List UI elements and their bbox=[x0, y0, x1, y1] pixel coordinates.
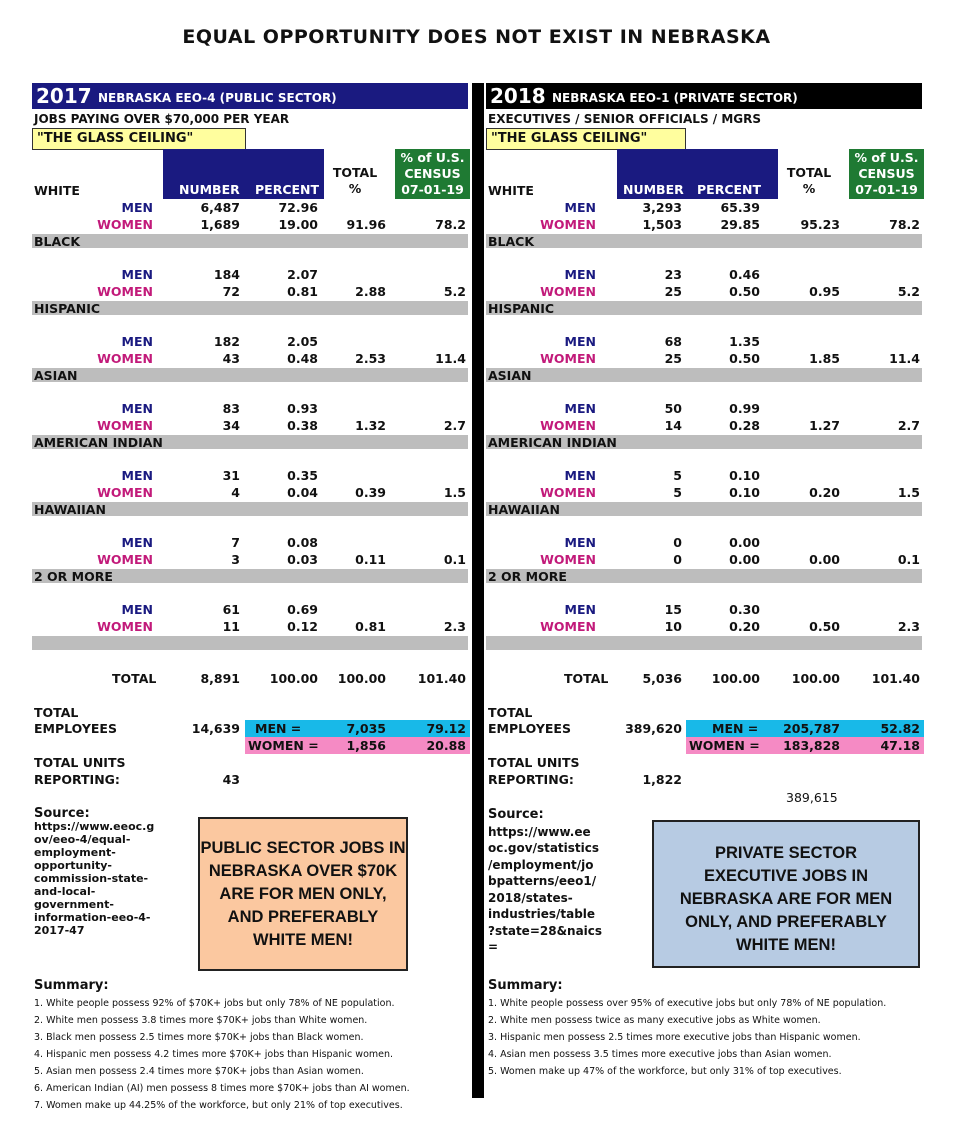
source-line: 2017-47 bbox=[34, 924, 85, 937]
women-percent: 0.50 bbox=[729, 284, 760, 299]
panel-subheading: EXECUTIVES / SENIOR OFFICIALS / MGRS bbox=[488, 112, 761, 126]
women-number: 43 bbox=[222, 351, 240, 366]
gray-separator bbox=[32, 234, 468, 248]
group-census: 78.2 bbox=[435, 217, 466, 232]
men-percent: 0.08 bbox=[287, 535, 318, 550]
group-name: AMERICAN INDIAN bbox=[488, 435, 617, 450]
women-equals-label: WOMEN = bbox=[248, 738, 319, 753]
men-percent: 0.69 bbox=[287, 602, 318, 617]
units-label-2: REPORTING: bbox=[488, 772, 574, 787]
private-sector-callout bbox=[652, 820, 920, 968]
group-census: 1.5 bbox=[897, 485, 920, 500]
men-label: MEN bbox=[564, 468, 596, 483]
table-row bbox=[486, 334, 922, 351]
glass-ceiling-label: "THE GLASS CEILING" bbox=[32, 128, 246, 150]
source-line: ?state=28&naics bbox=[488, 923, 603, 938]
women-percent: 19.00 bbox=[278, 217, 318, 232]
col-census-line3: 07-01-19 bbox=[855, 182, 918, 197]
gray-separator bbox=[32, 368, 468, 382]
callout-line: ARE FOR MEN ONLY, bbox=[219, 885, 387, 903]
column-header-number-percent bbox=[163, 149, 324, 199]
source-line: commission-state- bbox=[34, 872, 149, 885]
men-percent: 72.96 bbox=[278, 200, 318, 215]
women-number: 25 bbox=[664, 351, 682, 366]
women-percent: 0.48 bbox=[287, 351, 318, 366]
callout-text bbox=[654, 822, 918, 957]
source-line: /employment/jo bbox=[488, 857, 594, 872]
page-title: EQUAL OPPORTUNITY DOES NOT EXIST IN NEBRASKA bbox=[182, 26, 771, 48]
extra-total-value: 389,615 bbox=[786, 790, 838, 805]
source-line: https://www.ee bbox=[488, 824, 591, 839]
men-percent: 0.93 bbox=[287, 401, 318, 416]
col-census-line3: 07-01-19 bbox=[401, 182, 464, 197]
table-row bbox=[486, 485, 922, 502]
women-percent: 0.38 bbox=[287, 418, 318, 433]
women-label: WOMEN bbox=[97, 552, 153, 567]
gray-separator bbox=[486, 234, 922, 248]
men-percent: 65.39 bbox=[720, 200, 760, 215]
men-label: MEN bbox=[564, 200, 596, 215]
group-census: 2.7 bbox=[443, 418, 466, 433]
panel-heading: NEBRASKA EEO-1 (PRIVATE SECTOR) bbox=[552, 91, 798, 105]
units-value: 1,822 bbox=[642, 772, 682, 787]
men-number: 50 bbox=[664, 401, 682, 416]
women-label: WOMEN bbox=[540, 485, 596, 500]
men-number: 184 bbox=[213, 267, 240, 282]
table-row bbox=[32, 418, 468, 435]
summary-item: 3. Black men possess 2.5 times more $70K+ jobs than Black women. bbox=[34, 1032, 364, 1043]
source-line: oc.gov/statistics bbox=[488, 841, 600, 855]
source-block bbox=[34, 807, 154, 937]
employees-label-2: EMPLOYEES bbox=[488, 721, 571, 736]
units-label-2: REPORTING: bbox=[34, 772, 120, 787]
table-row bbox=[486, 284, 922, 301]
men-number: 5 bbox=[673, 468, 682, 483]
men-equals-label: MEN = bbox=[255, 721, 302, 736]
men-number: 3,293 bbox=[642, 200, 682, 215]
gray-separator bbox=[32, 636, 468, 650]
summary-item: 3. Hispanic men possess 2.5 times more executive jobs than Hispanic women. bbox=[488, 1032, 861, 1043]
table-row bbox=[32, 217, 468, 234]
source-line: employment- bbox=[34, 846, 116, 859]
table-row bbox=[486, 619, 922, 636]
total-total: 100.00 bbox=[337, 671, 386, 686]
table-row bbox=[32, 200, 468, 217]
women-number: 10 bbox=[664, 619, 682, 634]
men-label: MEN bbox=[121, 267, 153, 282]
total-number: 8,891 bbox=[200, 671, 240, 686]
group-name: 2 OR MORE bbox=[34, 569, 113, 584]
total-number: 5,036 bbox=[642, 671, 682, 686]
women-label: WOMEN bbox=[97, 217, 153, 232]
group-census: 0.1 bbox=[897, 552, 920, 567]
group-name: AMERICAN INDIAN bbox=[34, 435, 163, 450]
gray-separator bbox=[486, 636, 922, 650]
group-name: 2 OR MORE bbox=[488, 569, 567, 584]
women-percent: 29.85 bbox=[720, 217, 760, 232]
table-row bbox=[486, 217, 922, 234]
women-label: WOMEN bbox=[540, 619, 596, 634]
women-percent: 0.12 bbox=[287, 619, 318, 634]
group-total: 0.11 bbox=[355, 552, 386, 567]
source-line: bpatterns/eeo1/ bbox=[488, 874, 597, 888]
women-label: WOMEN bbox=[540, 418, 596, 433]
group-census: 1.5 bbox=[443, 485, 466, 500]
source-line: https://www.eeoc.g bbox=[34, 820, 155, 833]
group-census: 11.4 bbox=[889, 351, 920, 366]
women-percent: 0.04 bbox=[287, 485, 318, 500]
summary-item: 5. Women make up 47% of the workforce, but only 31% of top executives. bbox=[488, 1066, 842, 1077]
public-sector-callout bbox=[198, 817, 408, 971]
source-header: Source: bbox=[488, 807, 544, 822]
men-label: MEN bbox=[121, 401, 153, 416]
total-label: TOTAL bbox=[564, 671, 609, 686]
table-row bbox=[32, 401, 468, 418]
men-label: MEN bbox=[121, 468, 153, 483]
women-percent: 0.81 bbox=[287, 284, 318, 299]
units-label-1: TOTAL UNITS bbox=[34, 755, 126, 770]
women-number: 72 bbox=[222, 284, 240, 299]
summary-item: 7. Women make up 44.25% of the workforce, but only 21% of top executives. bbox=[34, 1100, 403, 1111]
callout-line: ONLY, AND PREFERABLY bbox=[685, 913, 887, 931]
group-total: 1.27 bbox=[809, 418, 840, 433]
women-number: 25 bbox=[664, 284, 682, 299]
source-line: opportunity- bbox=[34, 859, 112, 872]
women-number: 14 bbox=[664, 418, 682, 433]
women-percent: 0.20 bbox=[729, 619, 760, 634]
men-percent: 0.46 bbox=[729, 267, 760, 282]
source-line: industries/table bbox=[488, 907, 596, 921]
column-header-census bbox=[395, 149, 470, 199]
group-name: HISPANIC bbox=[488, 301, 555, 316]
col-number: NUMBER bbox=[623, 182, 684, 197]
glass-ceiling-label: "THE GLASS CEILING" bbox=[486, 128, 686, 150]
women-number: 1,503 bbox=[642, 217, 682, 232]
table-row bbox=[32, 552, 468, 569]
units-value: 43 bbox=[222, 772, 240, 787]
employees-value: 14,639 bbox=[191, 721, 240, 736]
source-line: = bbox=[488, 940, 499, 954]
table-row bbox=[32, 334, 468, 351]
men-label: MEN bbox=[564, 535, 596, 550]
men-number: 15 bbox=[664, 602, 682, 617]
source-line: ov/eeo-4/equal- bbox=[34, 833, 131, 846]
source-url bbox=[34, 820, 154, 937]
group-census: 5.2 bbox=[443, 284, 466, 299]
group-name: BLACK bbox=[34, 234, 81, 249]
public-sector-panel bbox=[32, 83, 468, 1123]
group-total: 0.81 bbox=[355, 619, 386, 634]
women-percent: 0.28 bbox=[729, 418, 760, 433]
panel-header bbox=[486, 83, 922, 109]
summary-item: 4. Hispanic men possess 4.2 times more $70K+ jobs than Hispanic women. bbox=[34, 1049, 394, 1060]
table-row bbox=[486, 552, 922, 569]
table-row bbox=[486, 401, 922, 418]
men-equals-label: MEN = bbox=[712, 721, 759, 736]
col-census-line1: % of U.S. bbox=[854, 150, 919, 165]
women-equals-percent: 47.18 bbox=[880, 738, 920, 753]
men-number: 83 bbox=[222, 401, 240, 416]
women-number: 3 bbox=[231, 552, 240, 567]
men-percent: 0.35 bbox=[287, 468, 318, 483]
summary-item: 1. White people possess 92% of $70K+ jobs but only 78% of NE population. bbox=[34, 998, 395, 1009]
women-number: 0 bbox=[673, 552, 682, 567]
summary-list bbox=[34, 995, 410, 1114]
group-total: 0.95 bbox=[809, 284, 840, 299]
table-row bbox=[486, 200, 922, 217]
men-label: MEN bbox=[564, 602, 596, 617]
group-total: 1.32 bbox=[355, 418, 386, 433]
group-census: 0.1 bbox=[443, 552, 466, 567]
women-label: WOMEN bbox=[540, 284, 596, 299]
col-total-line1: TOTAL bbox=[332, 165, 378, 180]
summary-header: Summary: bbox=[34, 978, 109, 993]
column-header-total bbox=[778, 149, 840, 199]
women-number: 1,689 bbox=[200, 217, 240, 232]
women-label: WOMEN bbox=[97, 284, 153, 299]
men-label: MEN bbox=[121, 200, 153, 215]
table-row bbox=[486, 351, 922, 368]
women-label: WOMEN bbox=[97, 351, 153, 366]
table-row bbox=[486, 468, 922, 485]
units-label-1: TOTAL UNITS bbox=[488, 755, 580, 770]
women-number: 34 bbox=[222, 418, 240, 433]
women-number: 4 bbox=[231, 485, 240, 500]
callout-line: WHITE MEN! bbox=[253, 931, 353, 949]
women-percent: 0.50 bbox=[729, 351, 760, 366]
group-name: WHITE bbox=[34, 183, 80, 198]
table-row bbox=[32, 284, 468, 301]
table-row bbox=[486, 602, 922, 619]
men-number: 68 bbox=[664, 334, 682, 349]
women-label: WOMEN bbox=[97, 418, 153, 433]
men-number: 6,487 bbox=[200, 200, 240, 215]
callout-line: WHITE MEN! bbox=[736, 936, 836, 954]
men-percent: 0.99 bbox=[729, 401, 760, 416]
employees-label-1: TOTAL bbox=[488, 705, 533, 720]
col-census-line1: % of U.S. bbox=[400, 150, 465, 165]
men-number: 31 bbox=[222, 468, 240, 483]
women-equals-number: 1,856 bbox=[346, 738, 386, 753]
group-census: 2.3 bbox=[897, 619, 920, 634]
group-name: HISPANIC bbox=[34, 301, 101, 316]
group-name: ASIAN bbox=[34, 368, 78, 383]
women-label: WOMEN bbox=[540, 351, 596, 366]
women-number: 11 bbox=[222, 619, 240, 634]
men-equals-percent: 79.12 bbox=[426, 721, 466, 736]
employees-value: 389,620 bbox=[625, 721, 682, 736]
group-name: ASIAN bbox=[488, 368, 532, 383]
men-label: MEN bbox=[121, 602, 153, 617]
women-percent: 0.10 bbox=[729, 485, 760, 500]
men-percent: 1.35 bbox=[729, 334, 760, 349]
table-row bbox=[32, 267, 468, 284]
group-total: 0.00 bbox=[809, 552, 840, 567]
table-row bbox=[486, 535, 922, 552]
table-row bbox=[486, 418, 922, 435]
summary-item: 1. White people possess over 95% of executive jobs but only 78% of NE population. bbox=[488, 998, 887, 1009]
group-census: 78.2 bbox=[889, 217, 920, 232]
women-percent: 0.03 bbox=[287, 552, 318, 567]
gray-separator bbox=[486, 368, 922, 382]
total-label: TOTAL bbox=[112, 671, 157, 686]
men-equals-number: 205,787 bbox=[783, 721, 840, 736]
summary-item: 5. Asian men possess 2.4 times more $70K+ jobs than Asian women. bbox=[34, 1066, 364, 1077]
callout-line: NEBRASKA OVER $70K bbox=[208, 862, 398, 880]
women-equals-label: WOMEN = bbox=[689, 738, 760, 753]
column-header-total bbox=[324, 149, 386, 199]
private-sector-panel bbox=[486, 83, 922, 1123]
group-total: 0.39 bbox=[355, 485, 386, 500]
group-total: 2.88 bbox=[355, 284, 386, 299]
men-number: 23 bbox=[664, 267, 682, 282]
panel-heading: NEBRASKA EEO-4 (PUBLIC SECTOR) bbox=[98, 91, 337, 105]
source-block bbox=[488, 807, 602, 956]
group-name: HAWAIIAN bbox=[34, 502, 106, 517]
callout-line: AND PREFERABLY bbox=[227, 908, 379, 926]
men-percent: 0.10 bbox=[729, 468, 760, 483]
total-total: 100.00 bbox=[791, 671, 840, 686]
men-label: MEN bbox=[564, 401, 596, 416]
source-header: Source: bbox=[34, 806, 90, 821]
summary-header: Summary: bbox=[488, 978, 563, 993]
table-row bbox=[32, 468, 468, 485]
summary-item: 6. American Indian (AI) men possess 8 times more $70K+ jobs than AI women. bbox=[34, 1083, 410, 1094]
group-name: BLACK bbox=[488, 234, 535, 249]
callout-line: EXECUTIVE JOBS IN bbox=[703, 867, 869, 885]
men-percent: 0.00 bbox=[729, 535, 760, 550]
women-label: WOMEN bbox=[540, 217, 596, 232]
group-census: 2.3 bbox=[443, 619, 466, 634]
group-census: 2.7 bbox=[897, 418, 920, 433]
women-label: WOMEN bbox=[97, 485, 153, 500]
center-divider bbox=[472, 83, 484, 1098]
men-percent: 2.05 bbox=[287, 334, 318, 349]
men-number: 7 bbox=[231, 535, 240, 550]
panel-year: 2018 bbox=[490, 84, 546, 108]
table-row bbox=[486, 267, 922, 284]
table-row bbox=[32, 602, 468, 619]
group-census: 5.2 bbox=[897, 284, 920, 299]
men-number: 0 bbox=[673, 535, 682, 550]
column-header-census bbox=[849, 149, 924, 199]
callout-line: PUBLIC SECTOR JOBS IN bbox=[200, 839, 406, 857]
source-line: government- bbox=[34, 898, 114, 911]
group-total: 0.20 bbox=[809, 485, 840, 500]
col-percent: PERCENT bbox=[255, 182, 320, 197]
men-label: MEN bbox=[564, 267, 596, 282]
callout-line: NEBRASKA ARE FOR MEN bbox=[679, 890, 893, 908]
men-label: MEN bbox=[121, 334, 153, 349]
group-total: 95.23 bbox=[800, 217, 840, 232]
men-equals-percent: 52.82 bbox=[880, 721, 920, 736]
women-number: 5 bbox=[673, 485, 682, 500]
panel-year: 2017 bbox=[36, 84, 92, 108]
total-census: 101.40 bbox=[871, 671, 920, 686]
group-name: WHITE bbox=[488, 183, 534, 198]
table-row bbox=[32, 535, 468, 552]
men-label: MEN bbox=[564, 334, 596, 349]
women-equals-percent: 20.88 bbox=[426, 738, 466, 753]
col-census-line2: CENSUS bbox=[404, 166, 461, 181]
men-equals-number: 7,035 bbox=[346, 721, 386, 736]
source-url bbox=[488, 824, 602, 956]
col-total-line1: TOTAL bbox=[786, 165, 832, 180]
col-census-line2: CENSUS bbox=[858, 166, 915, 181]
men-percent: 0.30 bbox=[729, 602, 760, 617]
women-label: WOMEN bbox=[97, 619, 153, 634]
men-percent: 2.07 bbox=[287, 267, 318, 282]
table-row bbox=[32, 619, 468, 636]
callout-text bbox=[200, 819, 406, 952]
source-line: and-local- bbox=[34, 885, 96, 898]
table-row bbox=[32, 485, 468, 502]
total-census: 101.40 bbox=[417, 671, 466, 686]
source-line: information-eeo-4- bbox=[34, 911, 151, 924]
men-number: 182 bbox=[213, 334, 240, 349]
col-number: NUMBER bbox=[179, 182, 240, 197]
group-total: 0.50 bbox=[809, 619, 840, 634]
group-name: HAWAIIAN bbox=[488, 502, 560, 517]
men-number: 61 bbox=[222, 602, 240, 617]
group-total: 91.96 bbox=[346, 217, 386, 232]
group-total: 1.85 bbox=[809, 351, 840, 366]
total-percent: 100.00 bbox=[269, 671, 318, 686]
employees-label-2: EMPLOYEES bbox=[34, 721, 117, 736]
summary-list bbox=[488, 995, 886, 1080]
summary-item: 2. White men possess 3.8 times more $70K+ jobs than White women. bbox=[34, 1015, 368, 1026]
summary-item: 4. Asian men possess 3.5 times more executive jobs than Asian women. bbox=[488, 1049, 832, 1060]
source-line: 2018/states- bbox=[488, 890, 573, 905]
col-percent: PERCENT bbox=[697, 182, 762, 197]
col-total-line2: % bbox=[348, 181, 362, 196]
men-label: MEN bbox=[121, 535, 153, 550]
panel-header bbox=[32, 83, 468, 109]
panel-subheading: JOBS PAYING OVER $70,000 PER YEAR bbox=[34, 112, 290, 126]
women-equals-number: 183,828 bbox=[783, 738, 840, 753]
employees-label-1: TOTAL bbox=[34, 705, 79, 720]
col-total-line2: % bbox=[802, 181, 816, 196]
total-percent: 100.00 bbox=[711, 671, 760, 686]
group-census: 11.4 bbox=[435, 351, 466, 366]
women-label: WOMEN bbox=[540, 552, 596, 567]
summary-item: 2. White men possess twice as many executive jobs as White women. bbox=[488, 1015, 821, 1026]
group-total: 2.53 bbox=[355, 351, 386, 366]
column-header-number-percent bbox=[617, 149, 778, 199]
table-row bbox=[32, 351, 468, 368]
callout-line: PRIVATE SECTOR bbox=[714, 844, 858, 862]
women-percent: 0.00 bbox=[729, 552, 760, 567]
